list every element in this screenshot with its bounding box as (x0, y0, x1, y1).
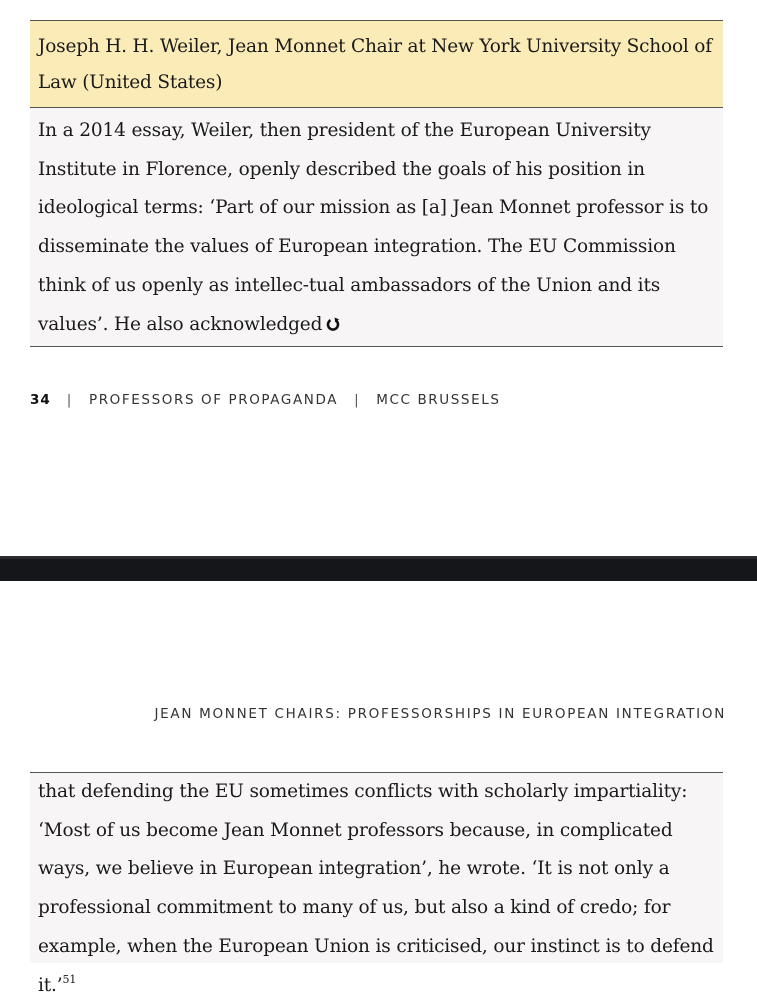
running-head: JEAN MONNET CHAIRS: PROFESSORSHIPS IN EUROPEAN INTEGRATION (154, 706, 726, 722)
case-study-text-continued (30, 773, 723, 1007)
footer-separator: | (66, 392, 73, 408)
case-study-box-continued (30, 772, 723, 996)
case-study-heading: Joseph H. H. Weiler, Jean Monnet Chair at New York University School of Law (United States) (30, 21, 723, 108)
publication-title: PROFESSORS OF PROPAGANDA (88, 392, 339, 408)
page-number: 34 (30, 392, 51, 408)
page-divider (0, 556, 757, 581)
page-footer (30, 392, 501, 408)
continue-arrow-icon (326, 307, 340, 321)
footnote-reference[interactable]: 51 (62, 972, 77, 986)
case-study-text-content: In a 2014 essay, Weiler, then president of the European University Institute in Florence, openly described the goals of his position in ideological terms: ‘Part of our mission as [a] Jean Monnet professor is to disseminate the values of European integration. The EU Commission think of us openly as intellec-tual ambassadors of the Union and its values’. He also acknowledged (38, 120, 709, 335)
footer-separator: | (354, 392, 361, 408)
case-study-box (30, 20, 723, 347)
publisher-name: MCC BRUSSELS (376, 392, 501, 408)
case-study-text-continued-content: that defending the EU sometimes conflicts with scholarly impartiality: ‘Most of us become Jean Monnet professors because, in complicated ways, we believe in European integration’, he wrote. ‘It is not only a professional commitment to many of us, but also a kind of credo; for example, when the European Union is criticised, our instinct is to defend it.’ (38, 781, 714, 996)
case-study-text (30, 108, 723, 346)
